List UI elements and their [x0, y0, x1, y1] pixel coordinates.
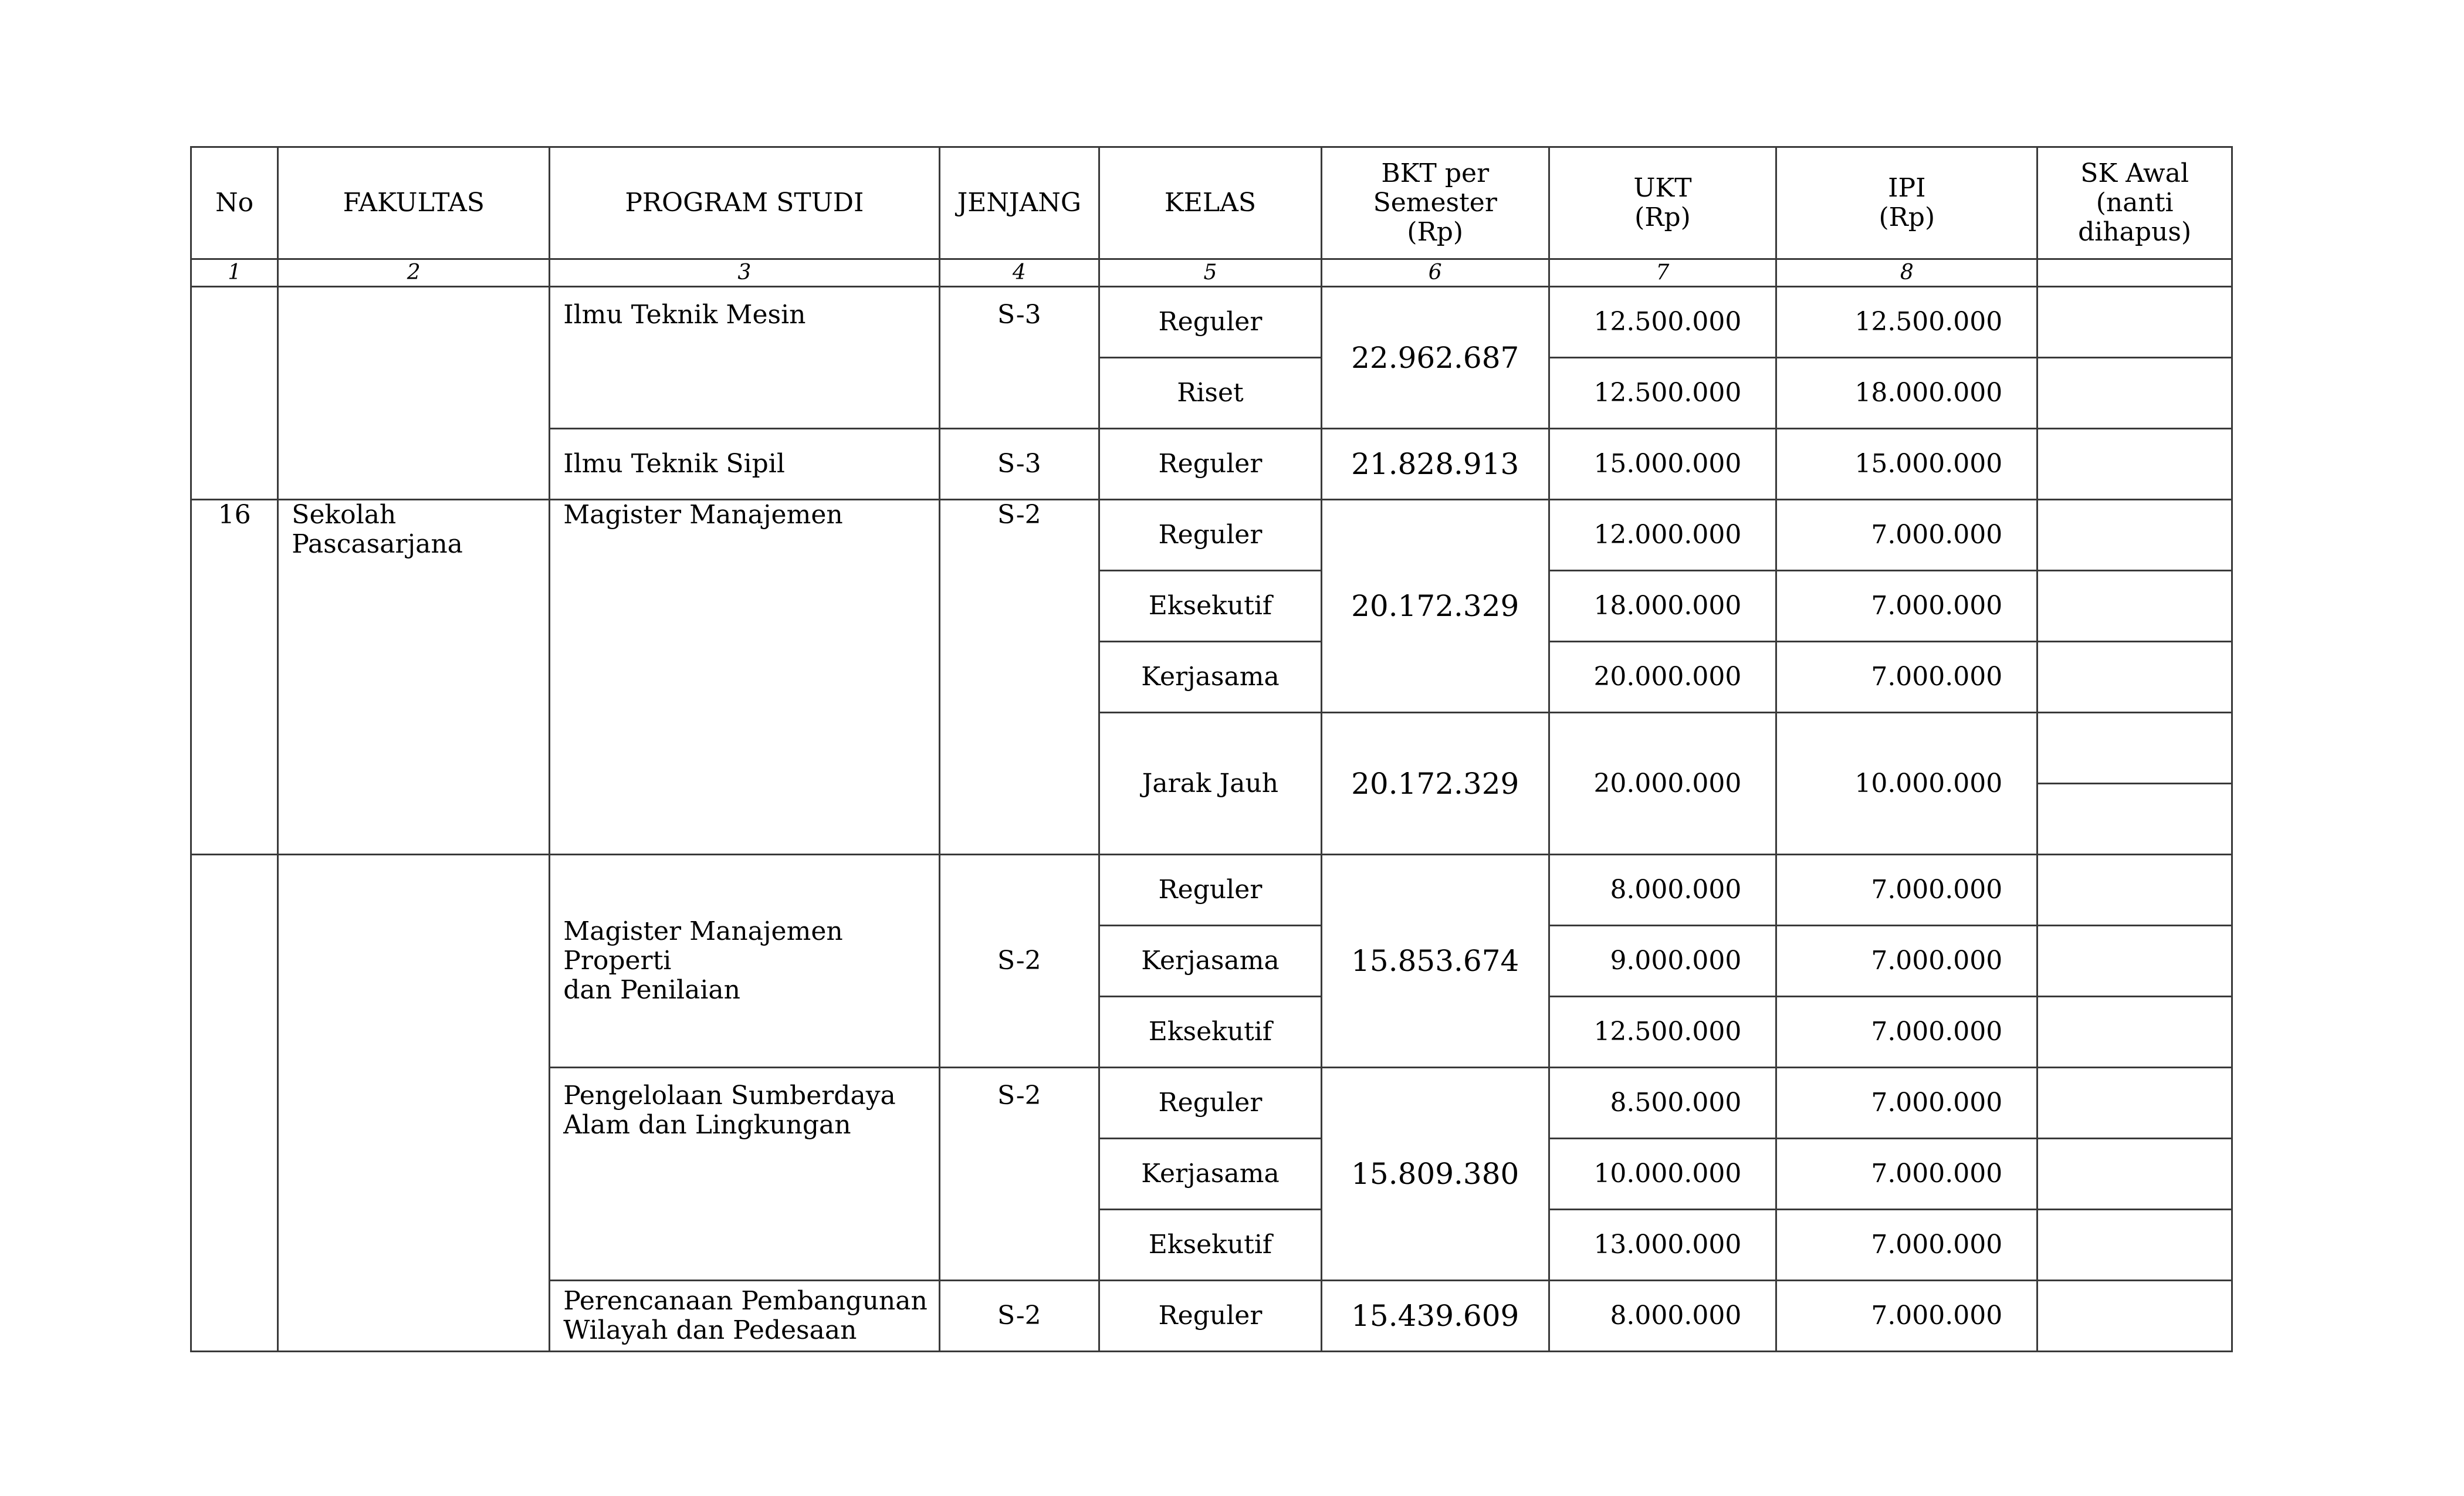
- ipi-cell: 7.000.000: [1776, 1281, 2037, 1352]
- table-row: [191, 287, 2232, 358]
- program-line: Pengelolaan Sumberdaya: [563, 1081, 896, 1111]
- header-fakultas: FAKULTAS: [278, 147, 550, 259]
- bkt-cell: 15.439.609: [1321, 1281, 1549, 1352]
- program-line: Perencanaan Pembangunan: [563, 1286, 928, 1316]
- ukt-cell: 8.000.000: [1549, 1281, 1776, 1352]
- bkt-cell: 21.828.913: [1321, 429, 1549, 500]
- bkt-cell: 15.809.380: [1321, 1068, 1549, 1281]
- header-no: No: [191, 147, 278, 259]
- sk-cell: [2037, 500, 2232, 571]
- jenjang-cell: S-2: [939, 500, 1099, 855]
- header-sk-line: dihapus): [2078, 217, 2192, 247]
- sk-cell: [2037, 429, 2232, 500]
- no-cell: 16: [191, 500, 278, 855]
- kelas-cell: Eksekutif: [1099, 571, 1322, 642]
- header-row: [191, 147, 2232, 259]
- col-index: 1: [191, 259, 278, 287]
- ipi-cell: 7.000.000: [1776, 1139, 2037, 1210]
- sk-cell: [2037, 571, 2232, 642]
- bkt-cell: 15.853.674: [1321, 855, 1549, 1068]
- kelas-cell: Reguler: [1099, 287, 1322, 358]
- bkt-cell: 20.172.329: [1321, 500, 1549, 713]
- bkt-cell: 20.172.329: [1321, 713, 1549, 855]
- header-jenjang: JENJANG: [939, 147, 1099, 259]
- fakultas-line: Pascasarjana: [292, 529, 463, 559]
- sk-cell: [2037, 287, 2232, 358]
- kelas-cell: Reguler: [1099, 1068, 1322, 1139]
- header-bkt-line: Semester: [1373, 188, 1497, 218]
- ipi-cell: 7.000.000: [1776, 571, 2037, 642]
- sk-cell: [2037, 1068, 2232, 1139]
- program-cell: Ilmu Teknik Sipil: [550, 429, 939, 500]
- ipi-cell: 10.000.000: [1776, 713, 2037, 855]
- jenjang-cell: S-2: [939, 1068, 1099, 1281]
- table-row: [191, 500, 2232, 571]
- ipi-cell: 7.000.000: [1776, 926, 2037, 997]
- program-line: dan Penilaian: [563, 975, 740, 1005]
- program-line: Alam dan Lingkungan: [563, 1110, 851, 1140]
- program-line: Magister Manajemen Properti: [563, 916, 843, 976]
- program-cell: Magister Manajemen: [550, 500, 939, 855]
- ipi-cell: 12.500.000: [1776, 287, 2037, 358]
- header-ipi-line: IPI: [1888, 173, 1926, 203]
- sk-cell: [2037, 358, 2232, 429]
- program-line: Wilayah dan Pedesaan: [563, 1315, 857, 1345]
- kelas-cell: Riset: [1099, 358, 1322, 429]
- header-ipi-line: (Rp): [1879, 202, 1935, 232]
- ipi-cell: 7.000.000: [1776, 1210, 2037, 1281]
- sk-cell: [2037, 1210, 2232, 1281]
- no-cell: [191, 287, 278, 500]
- sk-cell: [2037, 855, 2232, 926]
- ukt-cell: 20.000.000: [1549, 713, 1776, 855]
- ukt-cell: 12.500.000: [1549, 358, 1776, 429]
- kelas-cell: Reguler: [1099, 500, 1322, 571]
- header-bkt-line: BKT per: [1381, 158, 1490, 188]
- col-index: 4: [939, 259, 1099, 287]
- sk-cell: [2037, 997, 2232, 1068]
- table-row: [191, 855, 2232, 926]
- program-cell: Ilmu Teknik Mesin: [550, 287, 939, 429]
- ukt-cell: 12.000.000: [1549, 500, 1776, 571]
- fakultas-line: Sekolah: [292, 500, 397, 530]
- ipi-cell: 7.000.000: [1776, 500, 2037, 571]
- column-index-row: [191, 259, 2232, 287]
- ukt-cell: 13.000.000: [1549, 1210, 1776, 1281]
- jenjang-cell: S-3: [939, 287, 1099, 429]
- ipi-cell: 7.000.000: [1776, 997, 2037, 1068]
- sk-cell: [2037, 784, 2232, 855]
- col-index: 2: [278, 259, 550, 287]
- ukt-cell: 10.000.000: [1549, 1139, 1776, 1210]
- ipi-cell: 7.000.000: [1776, 855, 2037, 926]
- ukt-cell: 15.000.000: [1549, 429, 1776, 500]
- ukt-cell: 9.000.000: [1549, 926, 1776, 997]
- sk-cell: [2037, 713, 2232, 784]
- fakultas-cell: [278, 855, 550, 1352]
- kelas-cell: Reguler: [1099, 429, 1322, 500]
- kelas-cell: Kerjasama: [1099, 926, 1322, 997]
- program-cell: [550, 855, 939, 1068]
- ukt-cell: 8.000.000: [1549, 855, 1776, 926]
- header-program-studi: PROGRAM STUDI: [550, 147, 939, 259]
- jenjang-cell: S-2: [939, 855, 1099, 1068]
- ukt-cell: 18.000.000: [1549, 571, 1776, 642]
- header-sk-awal: [2037, 147, 2232, 259]
- fakultas-cell: [278, 287, 550, 500]
- col-index: 6: [1321, 259, 1549, 287]
- program-cell: [550, 1068, 939, 1281]
- kelas-cell: Eksekutif: [1099, 997, 1322, 1068]
- header-kelas: KELAS: [1099, 147, 1322, 259]
- ukt-cell: 8.500.000: [1549, 1068, 1776, 1139]
- col-index: 3: [550, 259, 939, 287]
- program-cell: [550, 1281, 939, 1352]
- kelas-cell: Kerjasama: [1099, 1139, 1322, 1210]
- ipi-cell: 18.000.000: [1776, 358, 2037, 429]
- header-ipi: [1776, 147, 2037, 259]
- sk-cell: [2037, 926, 2232, 997]
- col-index: 7: [1549, 259, 1776, 287]
- fakultas-cell: [278, 500, 550, 855]
- sk-cell: [2037, 642, 2232, 713]
- header-bkt-line: (Rp): [1407, 217, 1464, 247]
- header-sk-line: SK Awal: [2080, 158, 2189, 188]
- jenjang-cell: S-3: [939, 429, 1099, 500]
- ukt-cell: 20.000.000: [1549, 642, 1776, 713]
- col-index: 5: [1099, 259, 1322, 287]
- fee-table: [190, 146, 2233, 1352]
- header-ukt-line: (Rp): [1634, 202, 1691, 232]
- kelas-cell: Kerjasama: [1099, 642, 1322, 713]
- header-sk-line: (nanti: [2096, 188, 2174, 218]
- kelas-cell: Jarak Jauh: [1099, 713, 1322, 855]
- ipi-cell: 15.000.000: [1776, 429, 2037, 500]
- header-ukt-line: UKT: [1633, 173, 1692, 203]
- ukt-cell: 12.500.000: [1549, 997, 1776, 1068]
- kelas-cell: Eksekutif: [1099, 1210, 1322, 1281]
- col-index: 8: [1776, 259, 2037, 287]
- col-index: [2037, 259, 2232, 287]
- sk-cell: [2037, 1139, 2232, 1210]
- no-cell: [191, 855, 278, 1352]
- bkt-cell: 22.962.687: [1321, 287, 1549, 429]
- ipi-cell: 7.000.000: [1776, 1068, 2037, 1139]
- jenjang-cell: S-2: [939, 1281, 1099, 1352]
- ipi-cell: 7.000.000: [1776, 642, 2037, 713]
- header-bkt: [1321, 147, 1549, 259]
- sk-cell: [2037, 1281, 2232, 1352]
- kelas-cell: Reguler: [1099, 855, 1322, 926]
- header-ukt: [1549, 147, 1776, 259]
- kelas-cell: Reguler: [1099, 1281, 1322, 1352]
- ukt-cell: 12.500.000: [1549, 287, 1776, 358]
